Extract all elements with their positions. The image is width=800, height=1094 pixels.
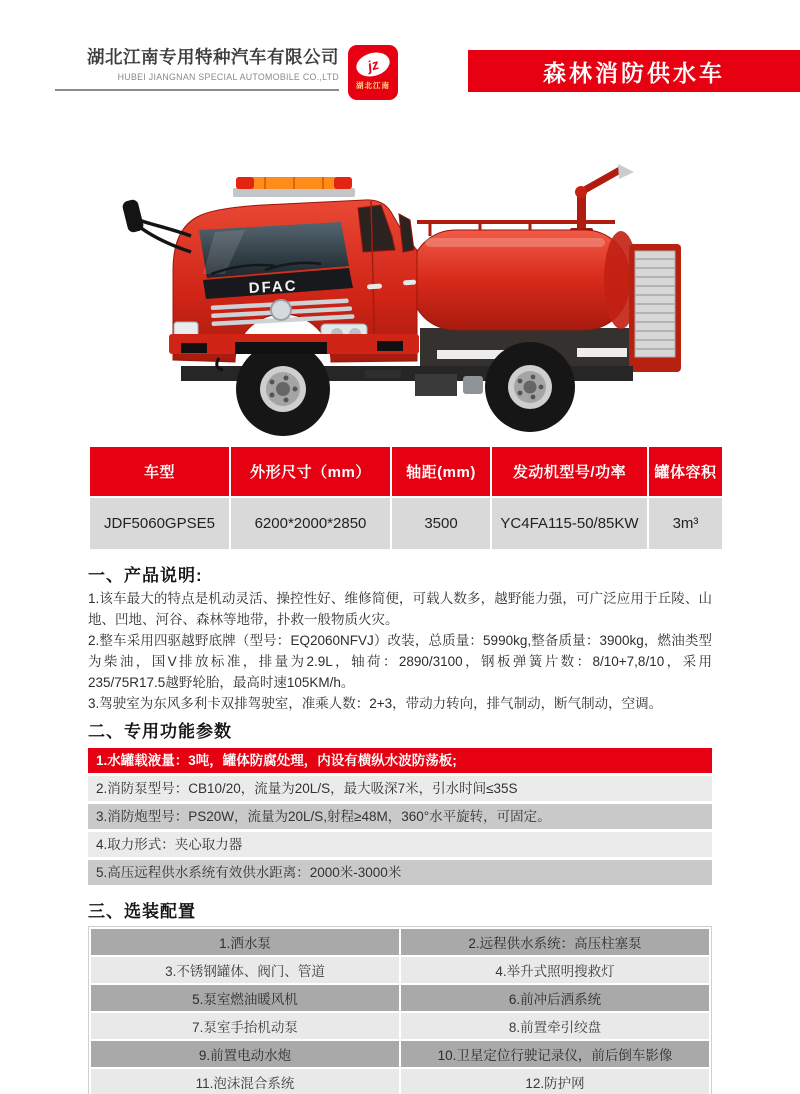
spec-col-tank: 罐体容积 [649,447,722,496]
spec-col-engine: 发动机型号/功率 [492,447,647,496]
section-title-optional-config: 三、选装配置 [88,902,196,921]
company-name-cn: 湖北江南专用特种汽车有限公司 [87,47,339,67]
special-functions-list [88,748,712,885]
option-item: 12.防护网 [401,1069,709,1094]
feature-row-supply-range: 5.高压远程供水系统有效供水距离：2000米-3000米 [88,860,712,885]
content-area [88,445,717,1094]
brand-badge: DFAC [248,277,298,297]
description-paragraph: 1.该车最大的特点是机动灵活、操控性好、维修简便，可载人数多，越野能力强，可广泛应用于丘陵、山地、凹地、河谷、森林等地带，扑救一般物质火灾。 [88,591,712,627]
section-title-special-functions: 二、专用功能参数 [88,722,232,741]
option-row [91,1041,709,1067]
feature-row-fire-monitor: 3.消防炮型号：PS20W，流量为20L/S,射程≥48M，360°水平旋转，可固定。 [88,804,712,829]
product-title-banner: 森林消防供水车 [468,50,800,92]
light-bar-icon [233,177,355,197]
option-row [91,1013,709,1039]
option-row [91,929,709,955]
option-item: 11.泡沫混合系统 [91,1069,399,1094]
optional-config-table [88,926,712,1094]
water-tank [411,230,638,330]
rear-wheel [485,342,575,432]
option-item: 3.不锈钢罐体、阀门、管道 [91,957,399,983]
spec-header-row [90,447,722,496]
option-item: 7.泵室手抬机动泵 [91,1013,399,1039]
option-row [91,985,709,1011]
company-block [55,44,339,91]
spec-model-value: JDF5060GPSE5 [90,498,229,549]
option-item: 2.远程供水系统：高压柱塞泵 [401,929,709,955]
option-row [91,957,709,983]
option-item: 6.前冲后洒系统 [401,985,709,1011]
fire-truck-illustration [115,138,685,438]
equipment-compartment [629,244,681,372]
option-item: 4.举升式照明搜救灯 [401,957,709,983]
spec-data-row [90,498,722,549]
spec-col-model: 车型 [90,447,229,496]
option-item: 10.卫星定位行驶记录仪，前后倒车影像 [401,1041,709,1067]
option-item: 8.前置牵引绞盘 [401,1013,709,1039]
spec-tank-value: 3m³ [649,498,722,549]
spec-col-wheelbase: 轴距(mm) [392,447,490,496]
company-name-en: HUBEI JIANGNAN SPECIAL AUTOMOBILE CO.,LTD [117,72,339,82]
option-row [91,1069,709,1094]
logo-mark: jz [353,49,392,80]
option-item: 1.洒水泵 [91,929,399,955]
description-paragraph: 2.整车采用四驱越野底牌（型号：EQ2060NFVJ）改装，总质量：5990kg,整备质量：3900kg，燃油类型为柴油，国V排放标准，排量为2.9L，轴荷：2890/3100，钢板弹簧片数：8/10+7,8/10，采用235/75R17.5越野轮胎，最高时速105KM/h。 [88,633,712,690]
company-logo-icon [348,45,398,100]
spec-dimensions-value: 6200*2000*2850 [231,498,390,549]
truck-photo [115,138,685,438]
feature-row-fire-pump: 2.消防泵型号：CB10/20，流量为20L/S，最大吸深7米，引水时间≤35S [88,776,712,801]
spec-col-dimensions: 外形尺寸（mm） [231,447,390,496]
section-title-product-description: 一、产品说明: [88,566,203,585]
option-item: 5.泵室燃油暖风机 [91,985,399,1011]
description-paragraph: 3.驾驶室为东风多利卡双排驾驶室，准乘人数：2+3，带动力转向，排气制动，断气制动，空调。 [88,696,663,711]
spec-table [88,445,724,551]
spec-engine-value: YC4FA115-50/85KW [492,498,647,549]
feature-row-pto: 4.取力形式：夹心取力器 [88,832,712,857]
option-item: 9.前置电动水炮 [91,1041,399,1067]
front-wheel [236,342,330,436]
product-description-text [88,588,712,714]
double-cab [169,200,419,370]
feature-row-tank-capacity: 1.水罐载液量：3吨，罐体防腐处理，内设有横纵水波防荡板; [88,748,712,773]
spec-wheelbase-value: 3500 [392,498,490,549]
logo-caption: 湖北江南 [356,81,390,90]
